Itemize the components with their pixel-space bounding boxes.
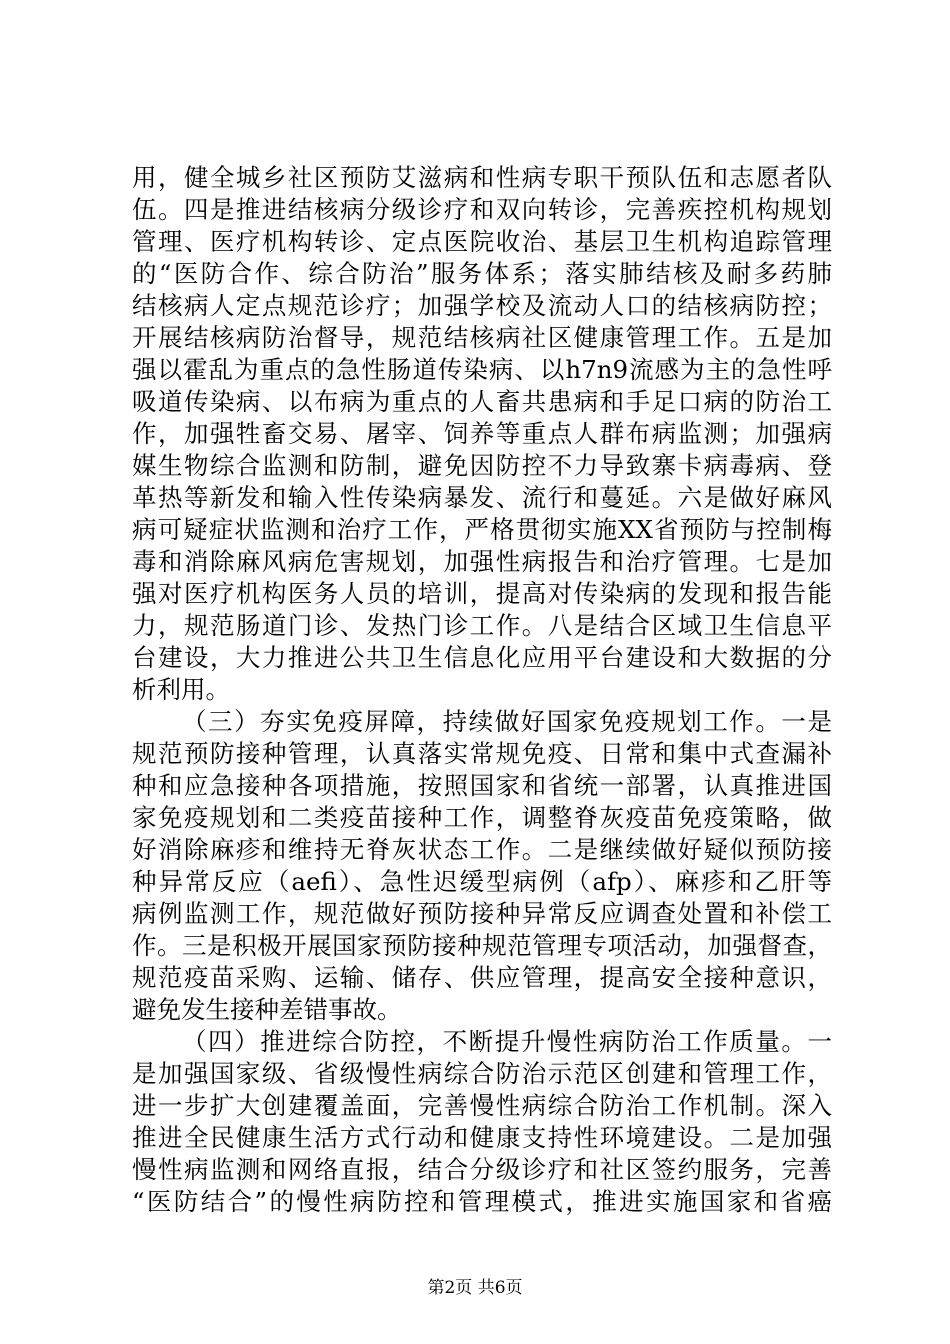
text-line: 媒生物综合监测和防制，避免因防控不力导致寨卡病毒病、登 — [132, 451, 832, 480]
text-line: 推进全民健康生活方式行动和健康支持性环境建设。二是加强 — [132, 1123, 832, 1152]
text-line: 开展结核病防治督导，规范结核病社区健康管理工作。五是加 — [132, 323, 832, 352]
text-line: 管理、医疗机构转诊、定点医院收治、基层卫生机构追踪管理 — [132, 227, 832, 256]
text-line: 慢性病监测和网络直报，结合分级诊疗和社区签约服务，完善 — [132, 1155, 832, 1184]
text-line: 吸道传染病、以布病为重点的人畜共患病和手足口病的防治工 — [132, 387, 832, 416]
text-line: 好消除麻疹和维持无脊灰状态工作。二是继续做好疑似预防接 — [132, 835, 832, 864]
text-line: 规范疫苗采购、运输、储存、供应管理，提高安全接种意识， — [132, 963, 832, 992]
text-line: 病可疑症状监测和治疗工作，严格贯彻实施XX省预防与控制梅 — [132, 515, 832, 544]
text-line: 作。三是积极开展国家预防接种规范管理专项活动，加强督查， — [132, 931, 832, 960]
text-line: 避免发生接种差错事故。 — [132, 995, 402, 1024]
text-line: 家免疫规划和二类疫苗接种工作，调整脊灰疫苗免疫策略，做 — [132, 803, 832, 832]
text-line: 种异常反应（aefi）、急性迟缓型病例（afp）、麻疹和乙肝等 — [132, 867, 832, 896]
text-line: “医防结合”的慢性病防控和管理模式，推进实施国家和省癌 — [132, 1187, 832, 1216]
text-line: 是加强国家级、省级慢性病综合防治示范区创建和管理工作， — [132, 1059, 832, 1088]
text-line: 结核病人定点规范诊疗；加强学校及流动人口的结核病防控； — [132, 291, 832, 320]
text-line: 种和应急接种各项措施，按照国家和省统一部署，认真推进国 — [132, 771, 832, 800]
text-line: 的“医防合作、综合防治”服务体系；落实肺结核及耐多药肺 — [132, 259, 832, 288]
text-line: 革热等新发和输入性传染病暴发、流行和蔓延。六是做好麻风 — [132, 483, 832, 512]
text-line: 伍。四是推进结核病分级诊疗和双向转诊，完善疾控机构规划 — [132, 195, 832, 224]
text-line: 规范预防接种管理，认真落实常规免疫、日常和集中式查漏补 — [132, 739, 832, 768]
text-line: 病例监测工作，规范做好预防接种异常反应调查处置和补偿工 — [132, 899, 832, 928]
text-line: 用，健全城乡社区预防艾滋病和性病专职干预队伍和志愿者队 — [132, 163, 832, 192]
text-line: 毒和消除麻风病危害规划，加强性病报告和治疗管理。七是加 — [132, 547, 832, 576]
text-line: 力，规范肠道门诊、发热门诊工作。八是结合区域卫生信息平 — [132, 611, 832, 640]
text-line: 强以霍乱为重点的急性肠道传染病、以h7n9流感为主的急性呼 — [132, 355, 832, 384]
text-line: （三）夯实免疫屏障，持续做好国家免疫规划工作。一是 — [182, 707, 832, 736]
page-footer: 第2页 共6页 — [427, 1278, 523, 1298]
text-line: 作，加强牲畜交易、屠宰、饲养等重点人群布病监测；加强病 — [132, 419, 832, 448]
text-line: 析利用。 — [132, 675, 230, 704]
text-line: （四）推进综合防控，不断提升慢性病防治工作质量。一 — [182, 1027, 832, 1056]
text-line: 台建设，大力推进公共卫生信息化应用平台建设和大数据的分 — [132, 643, 832, 672]
text-line: 进一步扩大创建覆盖面，完善慢性病综合防治工作机制。深入 — [132, 1091, 832, 1120]
text-line: 强对医疗机构医务人员的培训，提高对传染病的发现和报告能 — [132, 579, 832, 608]
